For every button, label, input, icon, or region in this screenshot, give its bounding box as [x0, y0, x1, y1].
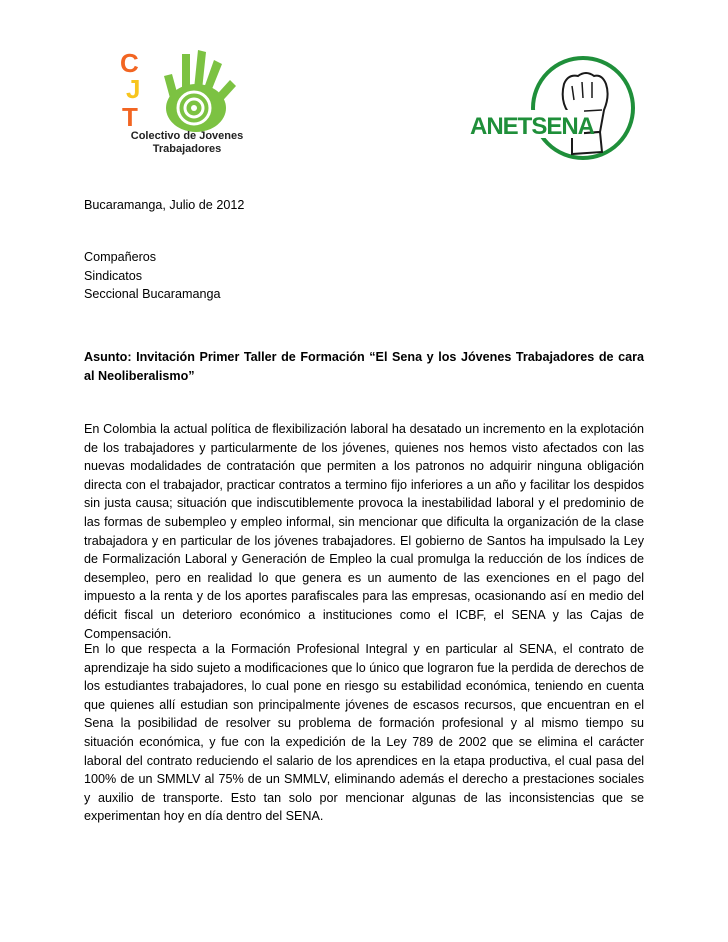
recipient-line: Seccional Bucaramanga — [84, 287, 221, 302]
cjt-caption-line2: Trabajadores — [152, 143, 222, 155]
hand-spiral-logo-graphic — [112, 46, 252, 138]
cjt-logo — [112, 46, 252, 162]
place-date: Bucaramanga, Julio de 2012 — [84, 198, 245, 212]
svg-text:J: J — [126, 74, 141, 104]
subject-line: Asunto: Invitación Primer Taller de Formación “El Sena y los Jóvenes Trabajadores de cara al Neoliberalismo” — [84, 350, 644, 383]
recipients-block — [84, 248, 644, 304]
recipient-line: Compañeros — [84, 250, 157, 264]
fist-circle-logo-graphic — [468, 56, 640, 166]
body-paragraph-1: En Colombia la actual política de flexibilización laboral ha desatado un incremento en la explotación de los trabajadores y particularmente de los jóvenes, quienes nos hemos visto afectados con las nuevas modalidades de contratación que permiten a los patronos no adquirir ninguna obligación directa con el trabajador, practicar contratos a termino fijo inferiores a un año y facilitar los despidos sin justa causa; situación que indiscutiblemente provoca la inestabilidad laboral y el predominio de las formas de subempleo y empleo informal, sin mencionar que dificulta la organización de la clase trabajadora y en particular de los jóvenes trabajadores. El gobierno de Santos ha impulsado la Ley de Formalización Laboral y Generación de Empleo la cual promulga la reducción de los índices de desempleo, pero en realidad lo que genera es un aumento de las exenciones en el pago del impuesto a la renta y de los aportes parafiscales para las empresas, ocasionando así en medio del déficit fiscal un deterioro económico a instituciones como el ICBF, el SENA y las Cajas de Compensación. — [84, 422, 644, 641]
recipient-line: Sindicatos — [84, 268, 143, 283]
body-paragraph-2: En lo que respecta a la Formación Profesional Integral y en particular al SENA, el contrato de aprendizaje ha sido sujeto a modificaciones que lo único que lograron fue la perdida de derechos de los estudiantes trabajadores, lo cual pone en riesgo su estabilidad económica, teniendo en cuenta que quienes allí estudian son principalmente jóvenes de escasos recursos, que encuentran en el Sena la posibilidad de resolver su problema de formación profesional y al mismo tiempo su situación económica, y fue con la expedición de la Ley 789 de 2002 que se elimina el carácter laboral del contrato reduciendo el salario de los aprendices en la etapa productiva, el cual pasa del 100% de un SMMLV al 75% de un SMMLV, eliminando además el derecho a prestaciones sociales y auxilio de transporte. Esto tan solo por mencionar algunas de las inconsistencias que se experimentan hoy en día dentro del SENA. — [84, 642, 644, 824]
cjt-caption-line1: Colectivo de Jovenes — [130, 130, 244, 142]
anetsena-wordmark: ANETSENA — [470, 113, 595, 140]
svg-text:C: C — [120, 48, 139, 78]
anetsena-logo — [468, 56, 640, 166]
svg-text:T: T — [122, 102, 138, 132]
